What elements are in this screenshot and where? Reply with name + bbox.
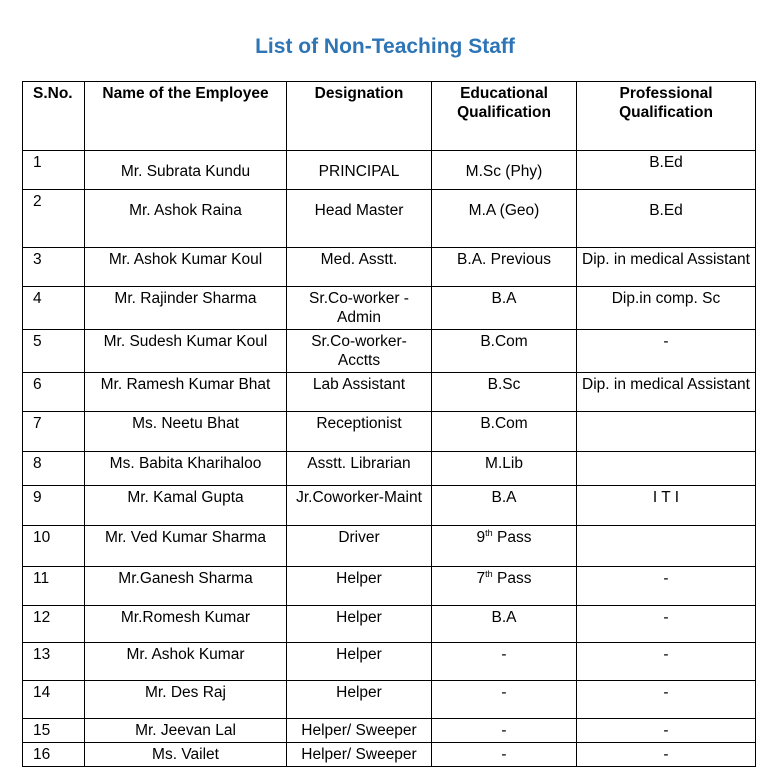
cell-education: B.Com: [432, 412, 577, 452]
cell-education: B.A. Previous: [432, 248, 577, 287]
cell-professional: Dip.in comp. Sc: [577, 287, 756, 330]
table-row: [23, 373, 756, 412]
cell-education: -: [432, 643, 577, 681]
cell-education: -: [432, 719, 577, 743]
cell-designation: Helper/ Sweeper: [287, 719, 432, 743]
table-row: [23, 606, 756, 643]
cell-sno: 1: [23, 151, 85, 190]
cell-designation: Helper: [287, 643, 432, 681]
cell-designation: Sr.Co-worker -Admin: [287, 287, 432, 330]
cell-name: Mr. Ashok Raina: [85, 190, 287, 248]
table-row: [23, 248, 756, 287]
table-row: [23, 681, 756, 719]
cell-education: M.Sc (Phy): [432, 151, 577, 190]
table-row: [23, 287, 756, 330]
table-row: [23, 486, 756, 526]
cell-professional: -: [577, 743, 756, 767]
cell-designation: Receptionist: [287, 412, 432, 452]
staff-table: [22, 81, 756, 767]
cell-name: Mr. Subrata Kundu: [85, 151, 287, 190]
cell-name: Mr. Ashok Kumar Koul: [85, 248, 287, 287]
cell-sno: 12: [23, 606, 85, 643]
cell-designation: Helper/ Sweeper: [287, 743, 432, 767]
table-header-row: [23, 82, 756, 151]
cell-designation: Med. Asstt.: [287, 248, 432, 287]
cell-professional: -: [577, 567, 756, 606]
cell-name: Mr. Ved Kumar Sharma: [85, 526, 287, 567]
cell-professional: -: [577, 719, 756, 743]
cell-sno: 9: [23, 486, 85, 526]
cell-education: -: [432, 743, 577, 767]
table-row: [23, 412, 756, 452]
cell-name: Mr. Sudesh Kumar Koul: [85, 330, 287, 373]
cell-name: Mr. Kamal Gupta: [85, 486, 287, 526]
cell-education: 9th Pass: [432, 526, 577, 567]
cell-name: Mr. Jeevan Lal: [85, 719, 287, 743]
cell-professional: B.Ed: [577, 151, 756, 190]
cell-name: Mr. Des Raj: [85, 681, 287, 719]
cell-designation: Asstt. Librarian: [287, 452, 432, 486]
cell-sno: 16: [23, 743, 85, 767]
cell-professional: [577, 526, 756, 567]
table-body: [23, 151, 756, 767]
table-row: [23, 526, 756, 567]
cell-sno: 6: [23, 373, 85, 412]
cell-professional: Dip. in medical Assistant: [577, 248, 756, 287]
table-row: [23, 151, 756, 190]
cell-professional: B.Ed: [577, 190, 756, 248]
cell-sno: 8: [23, 452, 85, 486]
cell-name: Mr.Ganesh Sharma: [85, 567, 287, 606]
cell-professional: [577, 452, 756, 486]
cell-designation: PRINCIPAL: [287, 151, 432, 190]
cell-designation: Driver: [287, 526, 432, 567]
cell-designation: Lab Assistant: [287, 373, 432, 412]
cell-professional: Dip. in medical Assistant: [577, 373, 756, 412]
cell-professional: -: [577, 643, 756, 681]
cell-education: B.A: [432, 287, 577, 330]
cell-education: B.Com: [432, 330, 577, 373]
header-sno: S.No.: [23, 82, 85, 151]
cell-education: B.Sc: [432, 373, 577, 412]
cell-professional: -: [577, 606, 756, 643]
cell-name: Mr.Romesh Kumar: [85, 606, 287, 643]
cell-designation: Sr.Co-worker-Acctts: [287, 330, 432, 373]
cell-sno: 7: [23, 412, 85, 452]
cell-designation: Jr.Coworker-Maint: [287, 486, 432, 526]
header-name: Name of the Employee: [85, 82, 287, 151]
cell-sno: 13: [23, 643, 85, 681]
cell-education: 7th Pass: [432, 567, 577, 606]
cell-sno: 2: [23, 190, 85, 248]
cell-education: M.Lib: [432, 452, 577, 486]
table-row: [23, 743, 756, 767]
cell-designation: Helper: [287, 681, 432, 719]
cell-name: Ms. Neetu Bhat: [85, 412, 287, 452]
cell-professional: -: [577, 681, 756, 719]
cell-sno: 10: [23, 526, 85, 567]
cell-designation: Head Master: [287, 190, 432, 248]
cell-sno: 5: [23, 330, 85, 373]
cell-education: B.A: [432, 486, 577, 526]
cell-education: -: [432, 681, 577, 719]
page-title: List of Non-Teaching Staff: [255, 35, 515, 58]
cell-designation: Helper: [287, 606, 432, 643]
table-row: [23, 452, 756, 486]
cell-education: B.A: [432, 606, 577, 643]
cell-sno: 14: [23, 681, 85, 719]
table-row: [23, 330, 756, 373]
cell-name: Ms. Vailet: [85, 743, 287, 767]
header-professional: Professional Qualification: [577, 82, 756, 151]
cell-professional: I T I: [577, 486, 756, 526]
cell-professional: [577, 412, 756, 452]
cell-education: M.A (Geo): [432, 190, 577, 248]
cell-name: Mr. Rajinder Sharma: [85, 287, 287, 330]
cell-professional: -: [577, 330, 756, 373]
cell-name: Ms. Babita Kharihaloo: [85, 452, 287, 486]
header-designation: Designation: [287, 82, 432, 151]
table-row: [23, 719, 756, 743]
header-education: Educational Qualification: [432, 82, 577, 151]
cell-sno: 4: [23, 287, 85, 330]
cell-sno: 11: [23, 567, 85, 606]
cell-sno: 15: [23, 719, 85, 743]
table-row: [23, 643, 756, 681]
cell-name: Mr. Ramesh Kumar Bhat: [85, 373, 287, 412]
table-row: [23, 190, 756, 248]
cell-sno: 3: [23, 248, 85, 287]
table-row: [23, 567, 756, 606]
cell-designation: Helper: [287, 567, 432, 606]
cell-name: Mr. Ashok Kumar: [85, 643, 287, 681]
